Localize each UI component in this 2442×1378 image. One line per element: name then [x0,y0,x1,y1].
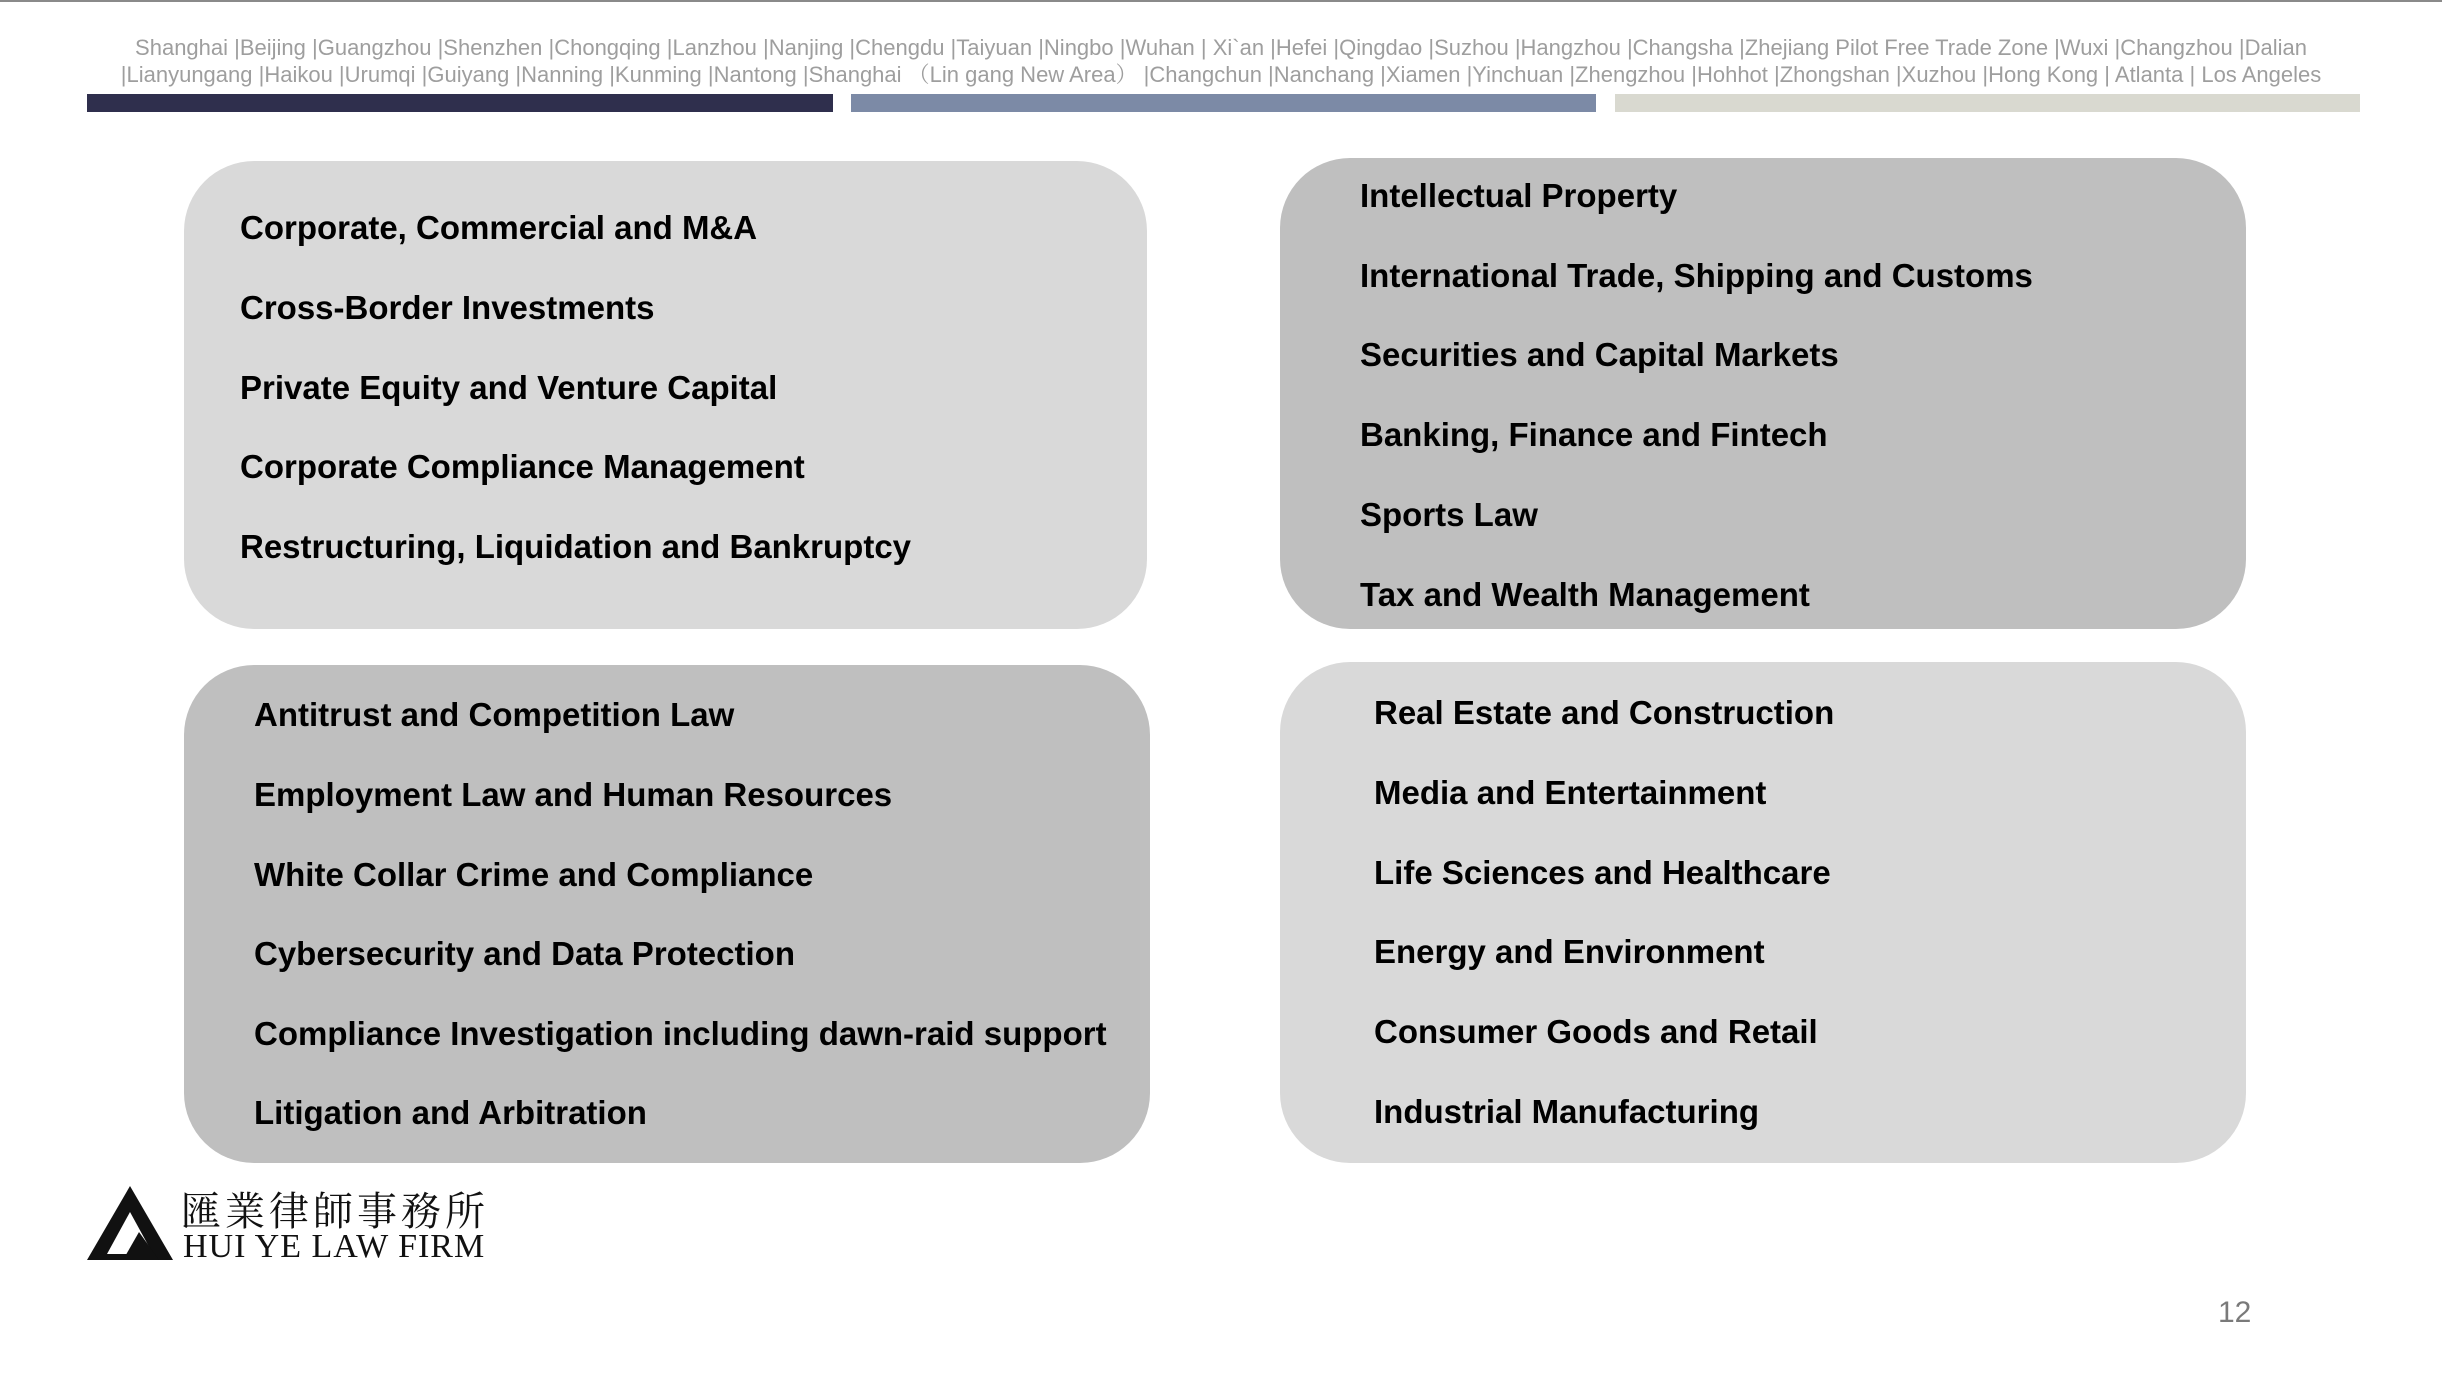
practice-panel-compliance-litigation [184,665,1150,1163]
practice-item: Corporate Compliance Management [240,448,805,485]
practice-item: Cross-Border Investments [240,289,655,326]
page-number: 12 [2218,1296,2252,1329]
practice-item: Cybersecurity and Data Protection [254,935,795,972]
firm-name-english: HUI YE LAW FIRM [183,1228,486,1265]
office-cities-line-1: Shanghai |Beijing |Guangzhou |Shenzhen |Chongqing |Lanzhou |Nanjing |Chengdu |Taiyuan |Ningbo |Wuhan | Xi`an |Hefei |Qingdao |Suzhou |Hangzhou |Changsha |Zhejiang Pilot Free Trade Zone |Wuxi |Changzhou |Dalian [135,35,2307,60]
practice-item: Energy and Environment [1374,933,1765,970]
practice-item: International Trade, Shipping and Customs [1360,257,2033,294]
practice-item: Employment Law and Human Resources [254,776,893,813]
triangle-logo-icon [87,1184,173,1262]
practice-item: Restructuring, Liquidation and Bankruptcy [240,528,912,565]
practice-panel-industries [1280,662,2246,1163]
header-bar-dark [87,94,833,112]
practice-item: Consumer Goods and Retail [1374,1013,1818,1050]
header-bar-light [1615,94,2360,112]
practice-item: Litigation and Arbitration [254,1094,647,1131]
top-border [0,0,2442,2]
firm-logo [87,1180,547,1264]
practice-item: Tax and Wealth Management [1360,576,1810,613]
practice-panel-ip-finance [1280,158,2246,629]
practice-item: Private Equity and Venture Capital [240,369,778,406]
practice-item: White Collar Crime and Compliance [254,856,814,893]
firm-name-chinese: 匯業律師事務所 [181,1189,489,1235]
practice-item: Securities and Capital Markets [1360,336,1839,373]
practice-item: Media and Entertainment [1374,774,1767,811]
practice-item: Corporate, Commercial and M&A [240,209,758,246]
practice-item: Antitrust and Competition Law [254,696,735,733]
practice-item: Compliance Investigation including dawn-raid support [254,1015,1107,1052]
header-bar-mid [851,94,1596,112]
office-cities [40,34,2402,88]
practice-item: Industrial Manufacturing [1374,1093,1760,1130]
practice-item: Life Sciences and Healthcare [1374,854,1831,891]
practice-item: Intellectual Property [1360,177,1678,214]
office-cities-line-2: |Lianyungang |Haikou |Urumqi |Guiyang |Nanning |Kunming |Nantong |Shanghai （Lin gang New Area） |Changchun |Nanchang |Xiamen |Yinchuan |Zhengzhou |Hohhot |Zhongshan |Xuzhou |Hong Kong | Atlanta | Los Angeles [120,62,2322,87]
practice-item: Sports Law [1360,496,1538,533]
practice-item: Banking, Finance and Fintech [1360,416,1828,453]
practice-item: Real Estate and Construction [1374,694,1835,731]
